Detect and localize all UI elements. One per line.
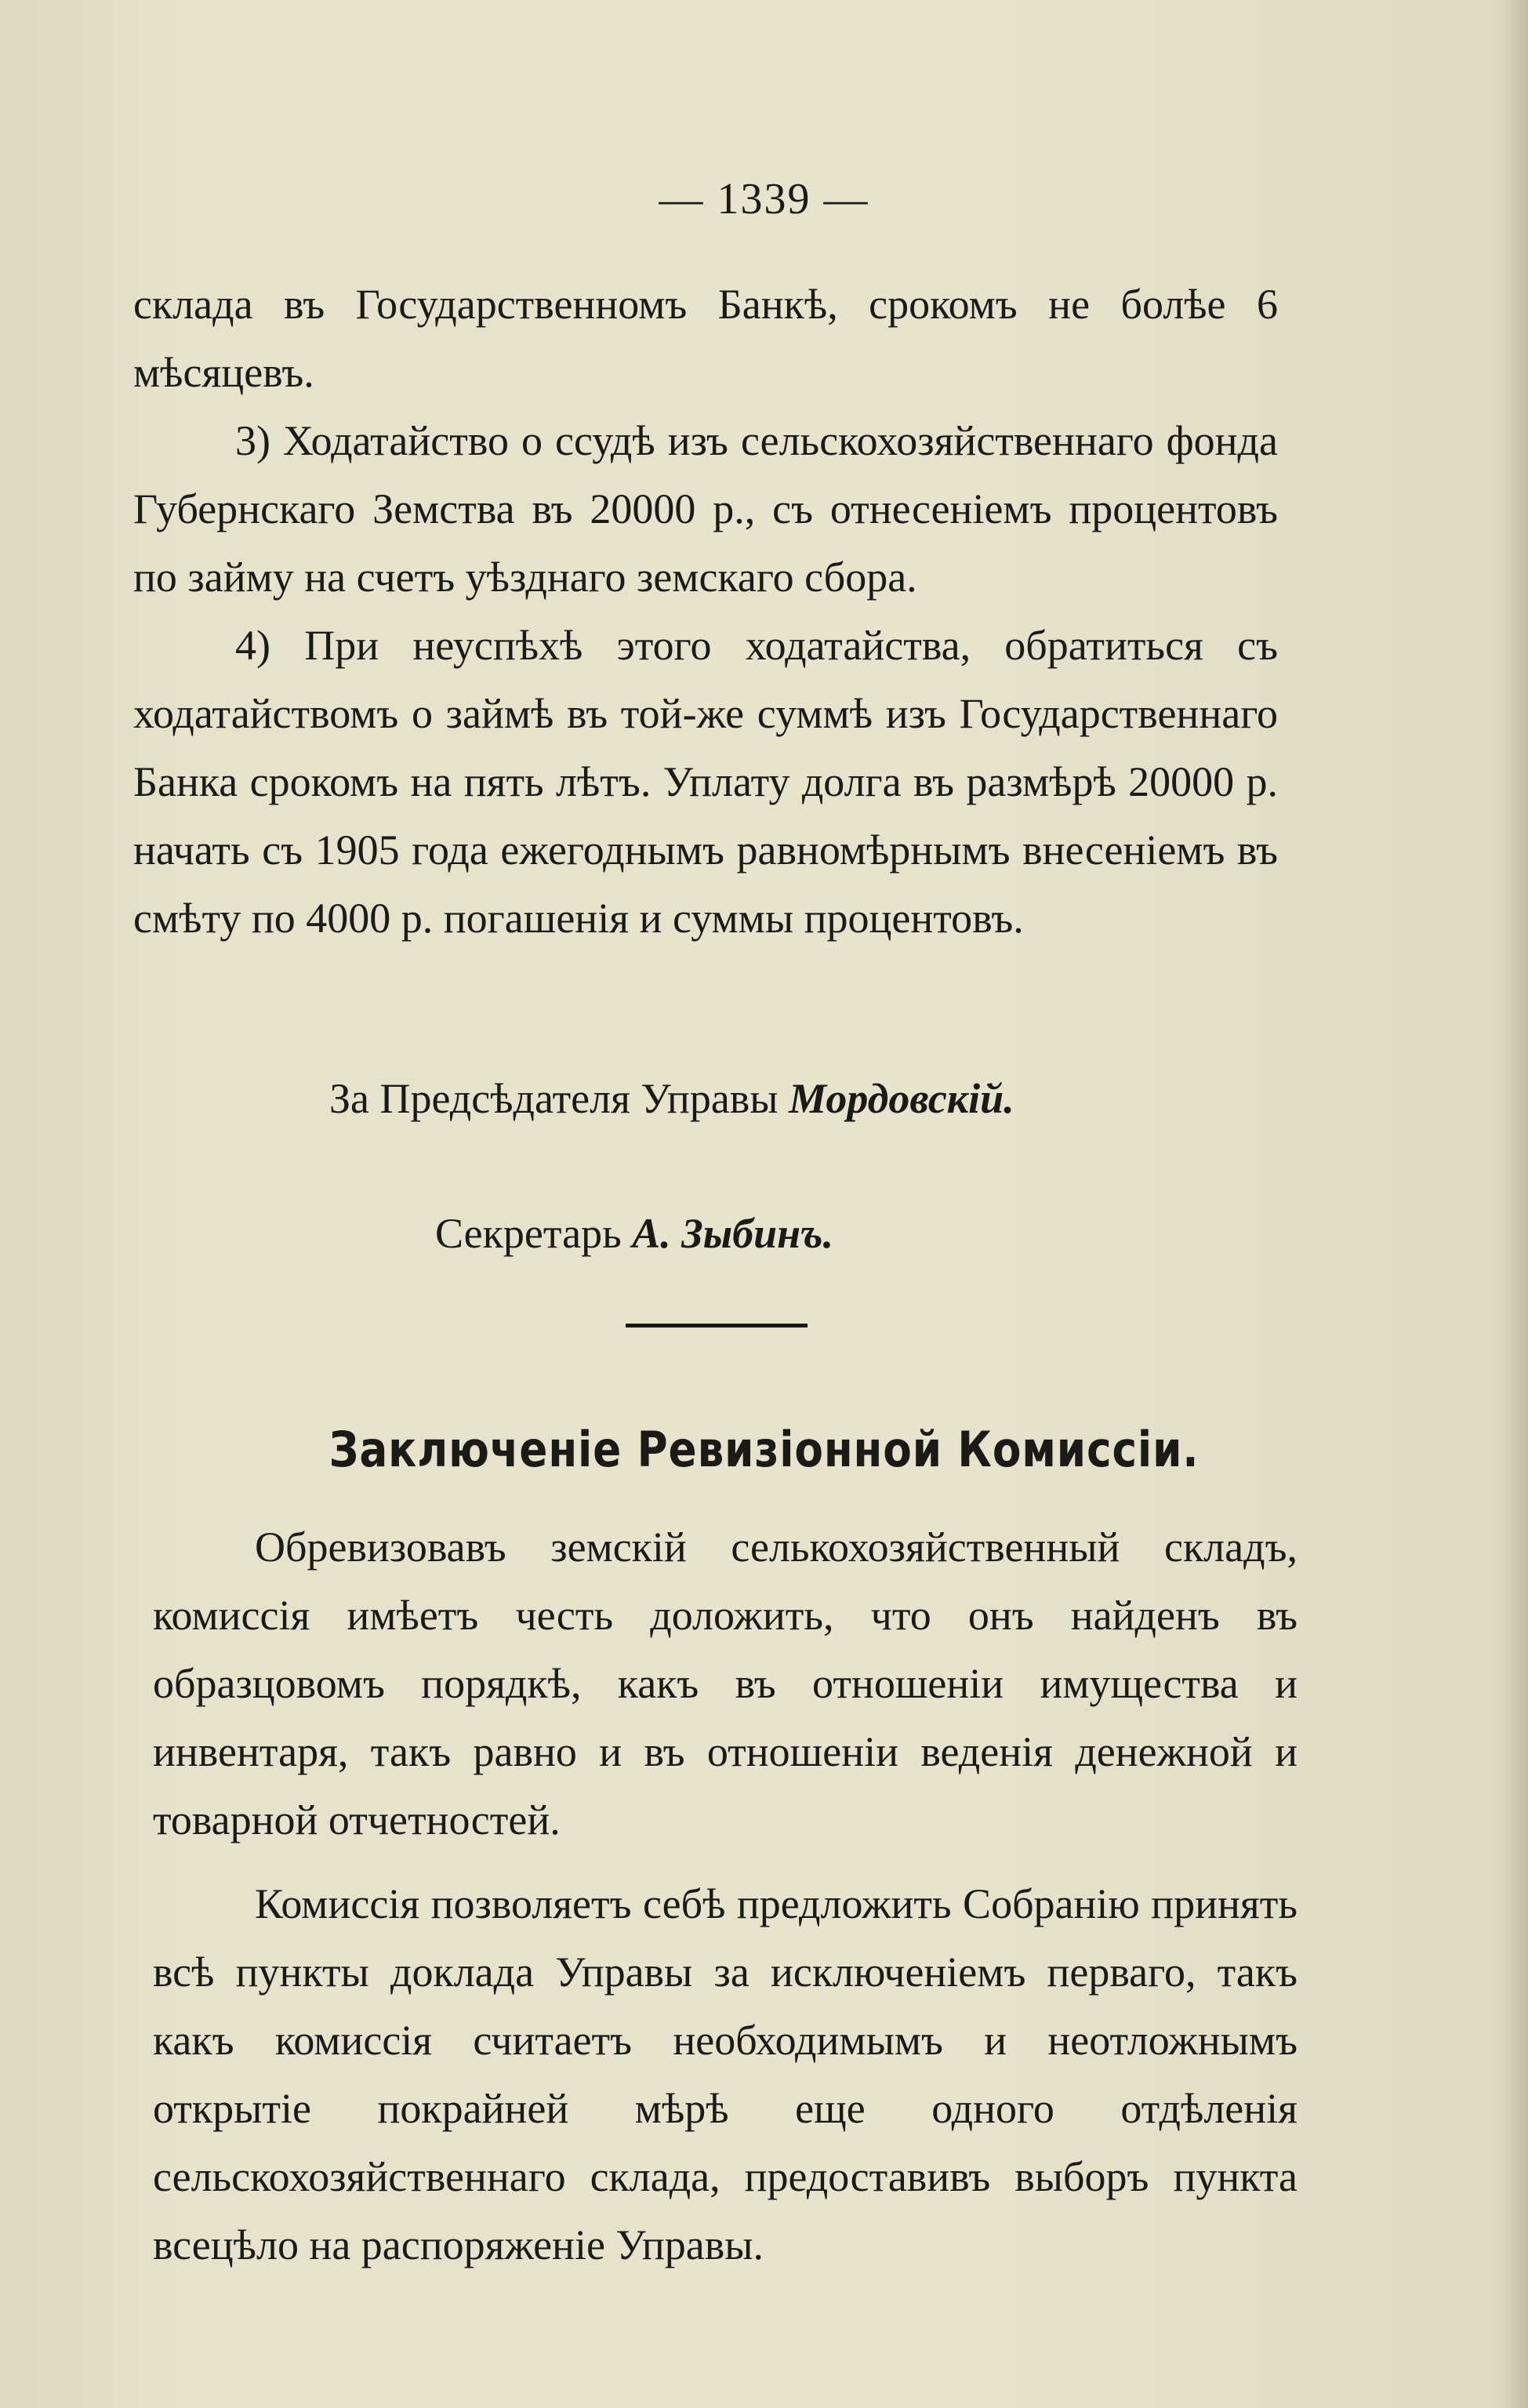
- top-text-block: [133, 271, 1278, 953]
- commission-paragraph-1: Обревизовавъ земскій селькохозяйственный складъ, комиссія имѣетъ честь доложить, что онъ найденъ въ образцовомъ порядкѣ, какъ въ отношеніи имущества и инвентаря, такъ равно и въ отношеніи веденія денежной и товарной отчетностей.: [153, 1524, 1298, 1843]
- secretary-name: А. Зыбинъ.: [632, 1210, 834, 1257]
- commission-text-block: [153, 1513, 1298, 2279]
- chairman-name: Мордовскій.: [789, 1075, 1014, 1122]
- secretary-signature: [435, 1200, 833, 1268]
- section-divider: [626, 1324, 808, 1327]
- secretary-label: Секретарь: [435, 1210, 622, 1257]
- item-4-paragraph: 4) При неуспѣхѣ этого ходатайства, обратиться съ ходатайствомъ о займѣ въ той-же суммѣ изъ Государственнаго Банка срокомъ на пять лѣтъ. Уплату долга въ размѣрѣ 20000 р. начать съ 1905 года ежегоднымъ равномѣрнымъ внесеніемъ въ смѣту по 4000 р. погашенія и суммы процентовъ.: [133, 622, 1278, 942]
- page-number: — 1339 —: [659, 175, 869, 223]
- section-title: Заключеніе Ревизіонной Комиссіи.: [328, 1421, 1200, 1478]
- continuation-paragraph: склада въ Государственномъ Банкѣ, срокомъ не болѣе 6 мѣсяцевъ.: [133, 281, 1278, 396]
- item-3-paragraph: 3) Ходатайство о ссудѣ изъ сельскохозяйственнаго фонда Губернскаго Земства въ 20000 р., съ отнесеніемъ процентовъ по займу на счетъ уѣзднаго земскаго сбора.: [133, 417, 1278, 601]
- page-edge-shadow: [1497, 0, 1528, 2408]
- chairman-label: За Предсѣдателя Управы: [329, 1075, 779, 1122]
- chairman-signature: [329, 1065, 1014, 1133]
- commission-paragraph-2: Комиссія позволяетъ себѣ предложить Собранію принять всѣ пункты доклада Управы за исключеніемъ перваго, такъ какъ комиссія считаетъ необходимымъ и неотложнымъ открытіе покрайней мѣрѣ еще одного отдѣленія сельскохозяйственнаго склада, предоставивъ выборъ пункта всецѣло на распоряженіе Управы.: [153, 1880, 1298, 2268]
